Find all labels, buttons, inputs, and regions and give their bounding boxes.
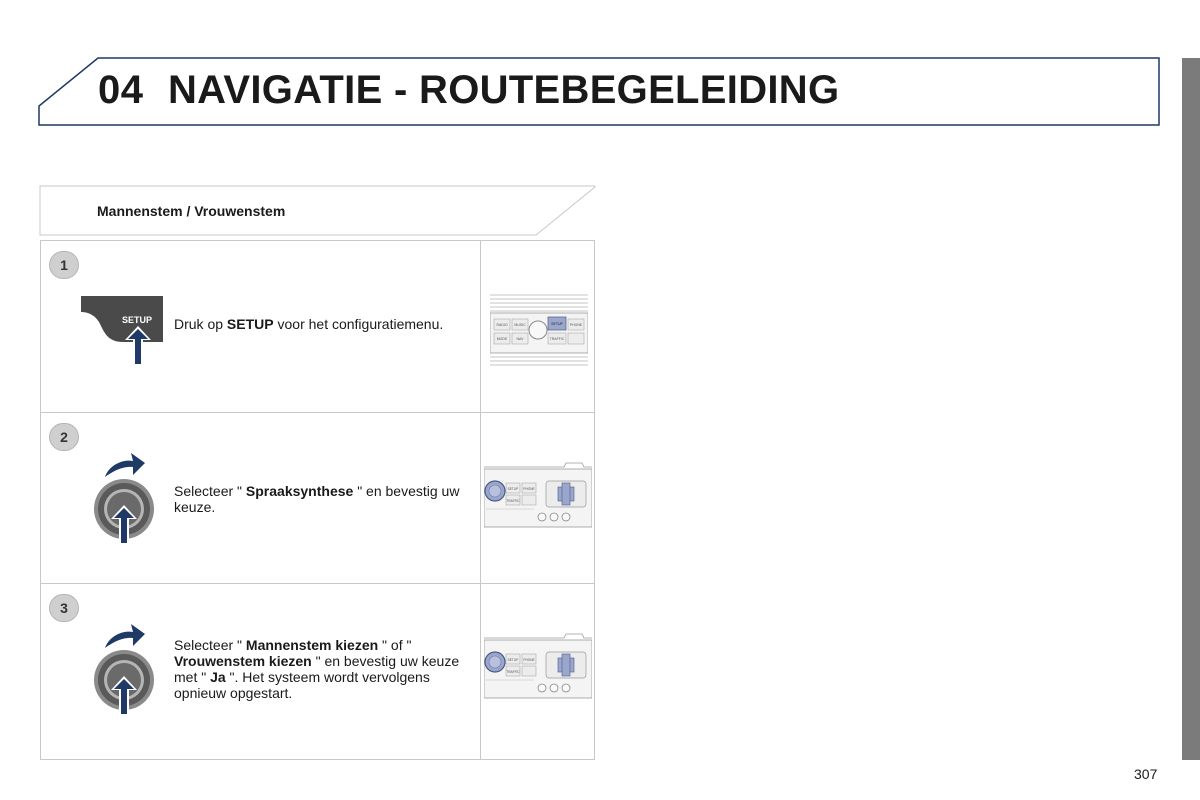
svg-text:TRAFFIC: TRAFFIC xyxy=(549,337,565,341)
step-1 xyxy=(41,241,594,413)
step-badge: 3 xyxy=(49,594,79,622)
setup-button-icon xyxy=(79,296,165,368)
svg-text:MODE: MODE xyxy=(496,337,508,341)
chapter-edge-tab xyxy=(1182,58,1200,760)
svg-text:SETUP: SETUP xyxy=(507,487,519,491)
svg-text:RADIO: RADIO xyxy=(496,323,508,327)
page-title: NAVIGATIE - ROUTEBEGELEIDING xyxy=(168,68,840,112)
svg-text:SETUP: SETUP xyxy=(507,658,519,662)
step-2-instruction-cell xyxy=(41,413,481,583)
svg-text:PHONE: PHONE xyxy=(523,487,535,491)
svg-text:PHONE: PHONE xyxy=(569,323,583,327)
page-number: 307 xyxy=(1134,766,1158,782)
steps-table xyxy=(40,240,595,760)
step-1-instruction-cell xyxy=(41,241,481,412)
svg-text:TRAFFIC: TRAFFIC xyxy=(506,670,520,674)
step-3 xyxy=(41,584,594,759)
svg-text:PHONE: PHONE xyxy=(523,658,535,662)
step-3-instruction-cell xyxy=(41,584,481,759)
step-2 xyxy=(41,413,594,584)
radio-panel-setup-illustration xyxy=(490,291,588,369)
rotary-knob-rotate-press-icon xyxy=(91,620,159,720)
svg-text:NAV: NAV xyxy=(516,337,524,341)
section-title: Mannenstem / Vrouwenstem xyxy=(97,203,286,219)
step-1-text: Druk op SETUP voor het configuratiemenu. xyxy=(174,316,444,332)
step-1-illustration-cell xyxy=(481,241,594,412)
step-3-text: Selecteer " Mannenstem kiezen " of " Vrouwenstem kiezen " en bevestig uw keuze met " Ja ". Het systeem wordt vervolgens opnieuw opgestart. xyxy=(174,637,460,701)
step-3-illustration-cell xyxy=(481,584,594,759)
svg-text:MUSIC: MUSIC xyxy=(514,323,526,327)
svg-text:SETUP: SETUP xyxy=(551,322,563,326)
step-2-text: Selecteer " Spraaksynthese " en bevestig uw keuze. xyxy=(174,483,460,515)
svg-text:SETUP: SETUP xyxy=(121,315,153,325)
step-badge: 2 xyxy=(49,423,79,451)
svg-text:TRAFFIC: TRAFFIC xyxy=(506,499,520,503)
radio-panel-knob-illustration xyxy=(484,632,592,702)
step-badge: 1 xyxy=(49,251,79,279)
chapter-number: 04 xyxy=(98,68,144,112)
radio-panel-knob-illustration xyxy=(484,461,592,531)
step-2-illustration-cell xyxy=(481,413,594,583)
rotary-knob-rotate-press-icon xyxy=(91,449,159,549)
